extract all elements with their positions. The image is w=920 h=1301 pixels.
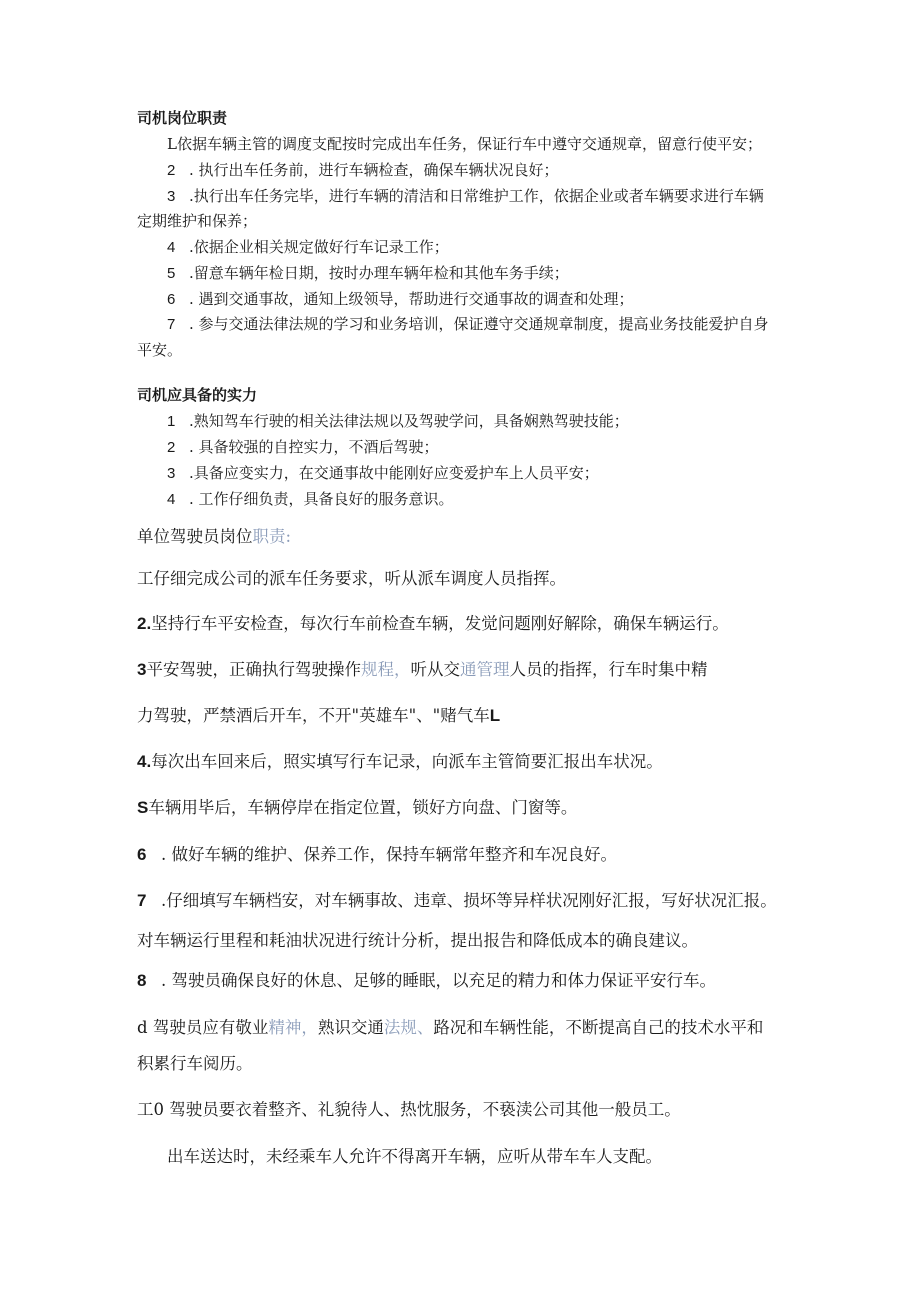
item-text: . 做好车辆的维护、保养工作，保持车辆常年整齐和车况良好。	[161, 845, 617, 864]
item-text: . 具备较强的自控实力，不酒后驾驶；	[189, 438, 439, 456]
list-item	[167, 133, 762, 155]
item-text: 熟识交通	[317, 1018, 384, 1037]
list-item	[167, 288, 634, 311]
list-item	[167, 159, 559, 182]
item-number: 3	[167, 188, 176, 205]
item-text: 车辆用毕后，车辆停岸在指定位置，锁好方向盘、门窗等。	[148, 798, 578, 817]
duties-link[interactable]: 职责:	[252, 527, 292, 546]
list-item	[137, 750, 663, 774]
item-text: 驾驶员要衣着整齐、礼貌待人、热忱服务，不亵渎公司其他一般员工。	[169, 1100, 681, 1119]
list-item	[167, 262, 569, 285]
item-text: .执行出车任务完毕，进行车辆的清洁和日常维护工作，依据企业或者车辆要求进行车辆	[189, 187, 764, 205]
item-text: 坚持行车平安检查，每次行车前检查车辆，发觉问题刚好解除，确保车辆运行。	[151, 614, 729, 633]
item-text: .具备应变实力，在交通事故中能刚好应变爱护车上人员平安；	[189, 464, 599, 482]
item-number: 5	[167, 265, 176, 282]
item-text: 听从交	[410, 660, 460, 679]
list-item	[137, 1016, 763, 1040]
closing-paragraph: 出车送达时，未经乘车人允许不得离开车辆，应听从带车车人支配。	[167, 1147, 662, 1166]
item-number: 2	[167, 162, 176, 179]
item-number: 6	[167, 291, 176, 308]
list-item	[167, 436, 439, 459]
item-number: 4	[167, 491, 176, 508]
list-item	[167, 236, 449, 259]
item-text-end: L	[489, 706, 501, 725]
section-title-driver-abilities: 司机应具备的实力	[137, 386, 258, 404]
list-item	[167, 313, 769, 336]
item-text: . 参与交通法律法规的学习和业务培训，保证遵守交通规章制度，提高业务技能爱护自身	[189, 315, 769, 333]
item-number: 1	[167, 413, 176, 430]
item-text: . 工作仔细负责，具备良好的服务意识。	[189, 490, 454, 508]
item-number: 7	[167, 316, 176, 333]
spirit-link[interactable]: 精神，	[268, 1018, 318, 1037]
item-text: . 执行出车任务前，进行车辆检查，确保车辆状况良好；	[189, 161, 559, 179]
regulations-link[interactable]: 规程，	[360, 660, 411, 679]
list-item	[167, 488, 454, 511]
item-number: 2	[167, 439, 176, 456]
list-item	[137, 969, 716, 993]
item-text: 平安驾驶，正确执行驾驶操作	[146, 660, 361, 679]
item-number: 8	[137, 971, 147, 990]
list-item	[167, 410, 629, 433]
item-number: S	[137, 798, 149, 817]
list-item-continuation	[137, 704, 500, 728]
item-text: .熟知驾车行驶的相关法律法规以及驾驶学问，具备娴熟驾驶技能；	[189, 412, 629, 430]
list-item-continuation: 积累行车阅历。	[137, 1054, 253, 1073]
title-text: 单位驾驶员岗位	[137, 527, 253, 546]
list-item	[137, 658, 707, 682]
traffic-management-link[interactable]: 通管理	[459, 660, 510, 679]
section-title-unit-driver	[137, 525, 291, 549]
item-text: 力驾驶，严禁酒后开车，不开"英雄车"、"赌气车	[137, 706, 490, 725]
item-number: L	[167, 135, 177, 153]
item-number: 4	[167, 239, 176, 256]
list-item	[137, 612, 729, 636]
list-item: 工仔细完成公司的派车任务要求，听从派车调度人员指挥。	[137, 569, 566, 588]
item-number: 3	[167, 465, 176, 482]
list-item-continuation: 对车辆运行里程和耗油状况进行统计分析，提出报告和降低成本的确良建议。	[137, 931, 698, 950]
list-item	[137, 1098, 681, 1122]
item-text: .依据企业相关规定做好行车记录工作；	[189, 238, 449, 256]
item-text: . 驾驶员确保良好的休息、足够的睡眠，以充足的精力和体力保证平安行车。	[161, 971, 716, 990]
item-number: 3	[137, 660, 147, 679]
list-item	[167, 462, 599, 485]
item-text: 路况和车辆性能，不断提高自己的技术水平和	[433, 1018, 764, 1037]
item-text: 人员的指挥，行车时集中精	[509, 660, 708, 679]
item-text: .仔细填写车辆档安，对车辆事故、违章、损坏等异样状况刚好汇报，写好状况汇报。	[161, 891, 777, 910]
list-item	[167, 185, 764, 208]
item-text: 驾驶员应有敬业	[152, 1018, 269, 1037]
item-number: 工0	[137, 1100, 164, 1119]
item-number: d	[137, 1018, 148, 1037]
list-item	[137, 843, 617, 867]
item-text: 每次出车回来后，照实填写行车记录，向派车主管简要汇报出车状况。	[151, 752, 663, 771]
item-text: .留意车辆年检日期，按时办理车辆年检和其他车务手续；	[189, 264, 569, 282]
section-title-driver-duties: 司机岗位职责	[137, 109, 228, 127]
item-number: 2.	[137, 614, 152, 633]
list-item	[137, 796, 577, 820]
item-number: 4.	[137, 752, 152, 771]
item-text: . 遇到交通事故，通知上级领导，帮助进行交通事故的调查和处理；	[189, 290, 634, 308]
item-number: 7	[137, 891, 147, 910]
item-number: 6	[137, 845, 147, 864]
regulations-link-2[interactable]: 法规、	[383, 1018, 434, 1037]
list-item-continuation: 平安。	[137, 341, 183, 359]
list-item-continuation: 定期维护和保养；	[137, 212, 258, 230]
list-item	[137, 889, 777, 913]
item-text: 依据车辆主管的调度支配按时完成出车任务，保证行车中遵守交通规章，留意行使平安；	[176, 135, 762, 153]
